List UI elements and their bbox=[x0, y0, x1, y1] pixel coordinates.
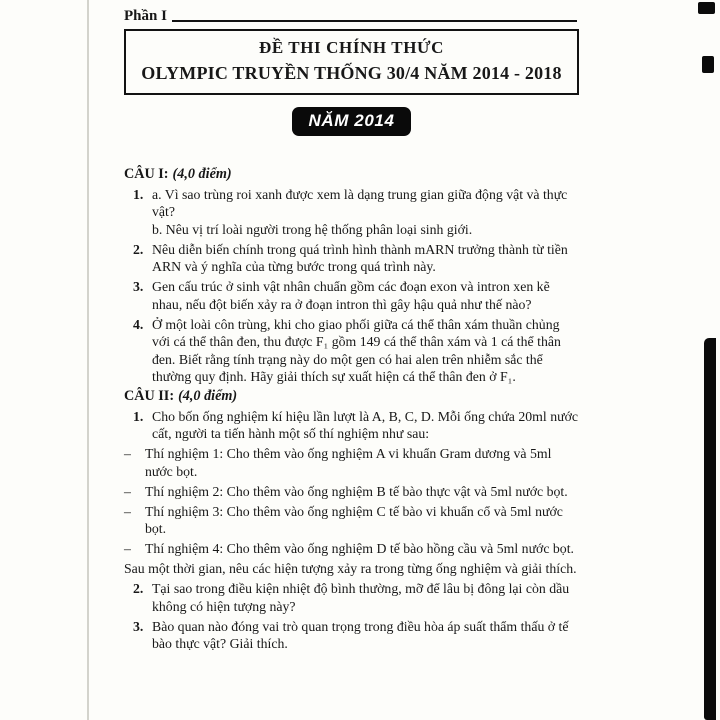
section-heading-cau2 bbox=[124, 388, 579, 406]
dash-marker: – bbox=[124, 541, 131, 556]
question-item bbox=[124, 278, 579, 313]
question-number: 1. bbox=[133, 408, 144, 424]
page-content bbox=[124, 8, 579, 655]
experiment-item bbox=[124, 503, 579, 538]
question-text bbox=[152, 278, 579, 313]
dash-marker: – bbox=[124, 446, 131, 461]
question-line: Thí nghiệm 2: Cho thêm vào ống nghiệm B tế bào thực vật và 5ml nước bọt. bbox=[145, 483, 568, 499]
question-line: Thí nghiệm 3: Cho thêm vào ống nghiệm C tế bào vi khuẩn cổ và 5ml nước bọt. bbox=[145, 503, 563, 536]
question-number: 2. bbox=[133, 581, 144, 596]
question-text bbox=[152, 408, 579, 443]
question-text bbox=[152, 618, 579, 653]
question-line: Thí nghiệm 4: Cho thêm vào ống nghiệm D tế bào hồng cầu và 5ml nước bọt. bbox=[145, 541, 574, 556]
question-item bbox=[124, 316, 579, 386]
question-item bbox=[124, 408, 579, 443]
exam-title-line2: OLYMPIC TRUYỀN THỐNG 30/4 NĂM 2014 - 2018 bbox=[141, 63, 562, 83]
year-badge-row bbox=[124, 107, 579, 136]
question-line: Bào quan nào đóng vai trò quan trọng trong điều hòa áp suất thẩm thấu ở tế bào thực vật? Giải thích. bbox=[152, 618, 569, 651]
question-item bbox=[124, 580, 579, 615]
question-number: 1. bbox=[133, 186, 144, 202]
exam-title-line1: ĐỀ THI CHÍNH THỨC bbox=[258, 38, 445, 57]
question-item bbox=[124, 241, 579, 276]
question-text bbox=[145, 540, 579, 558]
question-line: Gen cấu trúc ở sinh vật nhân chuẩn gồm các đoạn exon và intron xen kẽ nhau, nếu đột biến xảy ra ở đoạn intron thì gây hậu quả như thế nào? bbox=[152, 279, 550, 312]
question-line: Cho bốn ống nghiệm kí hiệu lần lượt là A, B, C, D. Mỗi ống chứa 20ml nước cất, người ta tiến hành một số thí nghiệm như sau: bbox=[152, 408, 578, 441]
scan-artifact bbox=[702, 56, 714, 73]
question-number: 2. bbox=[133, 241, 144, 257]
section-points: (4,0 điểm) bbox=[178, 388, 238, 404]
question-line: b. Nêu vị trí loài người trong hệ thống phân loại sinh giới. bbox=[152, 221, 473, 237]
question-text bbox=[145, 503, 579, 538]
question-text bbox=[152, 580, 579, 615]
question-item bbox=[124, 186, 579, 239]
dash-marker: – bbox=[124, 503, 131, 519]
scan-shadow-left bbox=[87, 0, 89, 720]
header-rule bbox=[172, 20, 577, 22]
scan-artifact bbox=[698, 2, 715, 14]
year-badge: NĂM 2014 bbox=[292, 107, 410, 136]
experiment-item bbox=[124, 445, 579, 480]
question-text bbox=[145, 483, 579, 501]
question-line: Ở một loài côn trùng, khi cho giao phối giữa cá thể thân xám thuần chủng với cá thể thân đen, thu được F₁ gồm 149 cá thể thân xám và 1 cá thể thân đen. Biết rằng tính trạng này do một gen có hai alen trên nhiễm sắc thể thường quy định. Hãy giải thích sự xuất hiện cá thể thân đen ở F₁. bbox=[152, 316, 561, 384]
question-text bbox=[145, 445, 579, 480]
question-number: 4. bbox=[133, 316, 144, 332]
question-item bbox=[124, 618, 579, 653]
question-text bbox=[152, 186, 579, 239]
question-number: 3. bbox=[133, 279, 144, 294]
section-label: CÂU I: bbox=[124, 166, 169, 182]
part-header bbox=[124, 8, 579, 25]
question-line: Nêu diễn biến chính trong quá trình hình thành mARN trưởng thành từ tiền ARN và ý nghĩa của từng bước trong quá trình này. bbox=[152, 241, 568, 274]
conclusion-paragraph: Sau một thời gian, nêu các hiện tượng xảy ra trong từng ống nghiệm và giải thích. bbox=[124, 561, 577, 576]
exam-body bbox=[124, 166, 579, 653]
question-line: Tại sao trong điều kiện nhiệt độ bình thường, mỡ để lâu bị đông lại còn dầu không có hiện tượng này? bbox=[152, 581, 570, 614]
section-heading-cau1 bbox=[124, 166, 579, 184]
exam-title-box bbox=[124, 29, 579, 95]
question-text bbox=[152, 241, 579, 276]
question-line: Thí nghiệm 1: Cho thêm vào ống nghiệm A vi khuẩn Gram dương và 5ml nước bọt. bbox=[145, 446, 552, 479]
dash-marker: – bbox=[124, 483, 131, 499]
question-line: a. Vì sao trùng roi xanh được xem là dạng trung gian giữa động vật và thực vật? bbox=[152, 186, 568, 219]
question-text bbox=[152, 316, 579, 386]
section-label: CÂU II: bbox=[124, 388, 175, 404]
scan-artifact bbox=[704, 338, 716, 720]
experiment-item bbox=[124, 483, 579, 501]
question-number: 3. bbox=[133, 618, 144, 634]
experiment-item bbox=[124, 540, 579, 558]
section-points: (4,0 điểm) bbox=[172, 166, 232, 182]
part-label: Phần I bbox=[124, 8, 167, 24]
